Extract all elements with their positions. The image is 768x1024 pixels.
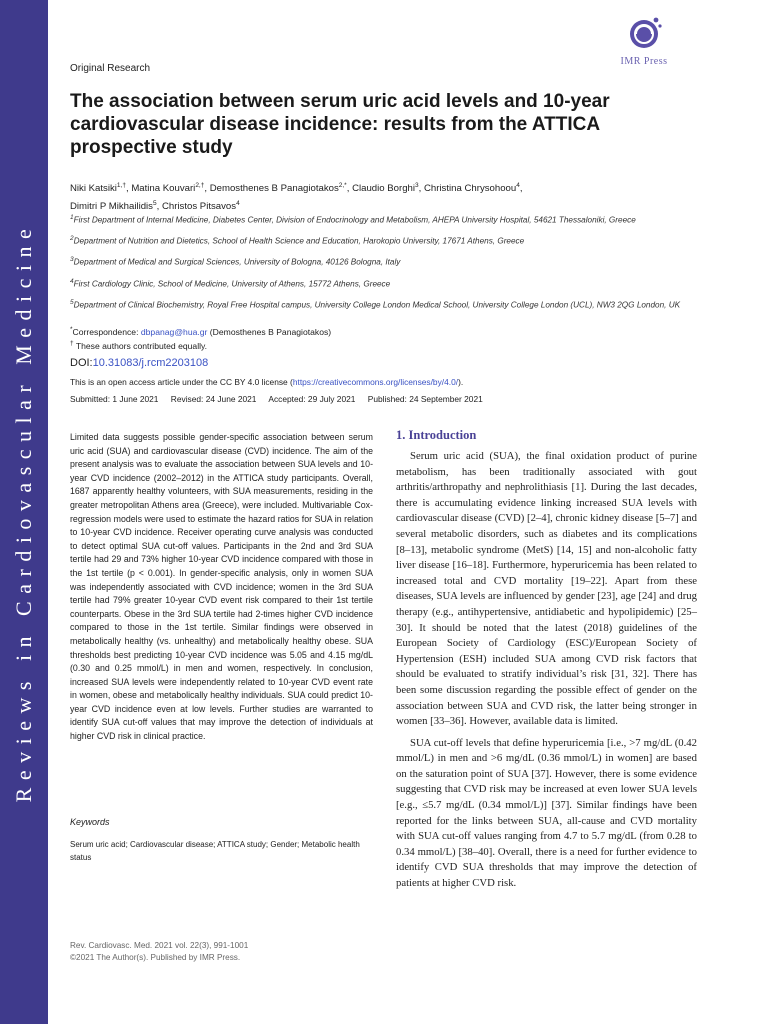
- author-name: Christos Pitsavos: [161, 201, 237, 213]
- author-name: Dimitri P Mikhailidis: [70, 201, 153, 213]
- revised-date: Revised: 24 June 2021: [170, 394, 257, 404]
- author-affiliation-mark: 3: [415, 182, 419, 189]
- affiliation-item: $^4$First Cardiology Clinic, School of Medicine, University of Athens, 15772 Athens, Greece: [70, 277, 391, 289]
- author-affiliation-mark: 5: [152, 200, 157, 208]
- author-name: Christina Chrysohoou: [423, 183, 517, 195]
- correspondence-note: *Correspondence: dbpanag@hua.gr (Demosthenes B Panagiotakos): [70, 326, 332, 337]
- author-name: Matina Kouvari: [131, 183, 196, 195]
- introduction-body: [396, 449, 697, 892]
- journal-sidebar: [0, 0, 48, 1024]
- author-list: Niki Katsiki$^{1,\dagger}$, Matina Kouvari$^{2,\dagger}$, Demosthenes B Panagiotakos$^{2,*}$, Claudio Borghi$^3$, Christina Chrysohoou$^4$, Dimitri P Mikhailidis$^5$, Christos Pitsavos$^4$: [70, 182, 523, 213]
- equal-contribution-note: † These authors contributed equally.: [70, 340, 208, 352]
- author-name: Niki Katsiki: [70, 183, 117, 195]
- imr-press-logo-icon: [626, 12, 662, 52]
- article-title: The association between serum uric acid levels and 10-year cardiovascular disease incidence: results from the ATTICA prospective study: [70, 91, 610, 158]
- affiliation-item: $^3$Department of Medical and Surgical Sciences, University of Bologna, 40126 Bologna, Italy: [70, 256, 401, 268]
- section-heading: 1. Introduction: [396, 428, 477, 442]
- accepted-date: Accepted: 29 July 2021: [268, 394, 356, 404]
- published-date: Published: 24 September 2021: [367, 394, 483, 404]
- license-statement: This is an open access article under the CC BY 4.0 license (https://creativecommons.org/licenses/by/4.0/).: [70, 377, 464, 387]
- author-affiliation-mark: 2,†: [195, 182, 205, 189]
- author-affiliation-mark: 4: [516, 182, 520, 189]
- publisher-logo[interactable]: [619, 12, 669, 68]
- author-affiliation-mark: 1,†: [116, 182, 126, 189]
- abstract-text: Limited data suggests possible gender-specific association between serum uric acid (SUA) and cardiovascular disease (CVD) incidence. The aim of the present analysis was to evaluate the association between SUA levels and 10-year CVD incidence (2002–2012) in the ATTICA study participants. Overall, 1687 apparently healthy volunteers, with SUA measurements, residing in the greater metropolitan Athens area (Greece), were included. Multivariable Cox-regression models were used to estimate the hazard ratios for SUA in relation to 10-year CVD incidence. Receiver operating curve analysis was conducted to detect optimal SUA cut-off values. Participants in the 2nd and 3rd SUA tertile had 29 and 73% higher 10-year CVD incidence compared with those in the 1st tertile (p < 0.001). In gender-specific analysis, only in women SUA was independently associated with CVD incidence; women in the 3rd SUA tertile had 79% greater 10-year CVD event risk compared to their 1st tertile counterparts. Obese in the 3rd SUA tertile had 2-times higher CVD incidence compared to those in the 1st tertile. Similar findings were observed in metabolically healthy (vs. unhealthy) and metabolically healthy obese. SUA thresholds best predicting 10-year CVD incidence was 5.05 and 4.15 mg/dL (0.30 and 0.25 mmol/L) in men and women, respectively. In conclusion, increased SUA levels were independently related to 10-year CVD event rate in women, obese and metabolically healthy individuals. SUA could predict 10-year CVD incidence even at low levels. Further studies are warranted to identify SUA cut-off values that may improve the detection of individuals at higher CVD risk in clinical practice.: [70, 432, 373, 742]
- publication-dates: [70, 394, 493, 404]
- correspondence-email-link[interactable]: dbpanag@hua.gr: [140, 326, 208, 337]
- author-notes: [70, 324, 710, 353]
- author-affiliation-mark: 2,*: [338, 182, 347, 189]
- author-name: Demosthenes B Panagiotakos: [209, 183, 339, 195]
- body-paragraph: SUA cut-off levels that define hyperuricemia [i.e., >7 mg/dL (0.42 mmol/L) in men and >6 mg/dL (0.36 mmol/L) in women] are based on the saturation point of SUA [37]. However, there is some evidence suggesting that CVD risk may be increased at even lower SUA levels [e.g., ≤5.7 mg/dL (0.34 mmol/L)] [37]. Similar findings have been reported for the links between SUA, all-cause and CVD mortality with SUA cut-off values ranging from 4.7 to 5.7 mg/dL (from 0.28 to 0.34 mmol/L) [38–40]. Overall, there is a need for further evidence to identify CVD SUA thresholds that may improve the detection of patients at higher CVD risk.: [396, 736, 697, 890]
- author-name: Claudio Borghi: [352, 183, 415, 195]
- keywords-list: Serum uric acid; Cardiovascular disease; ATTICA study; Gender; Metabolic health status: [70, 840, 360, 862]
- doi-line: [70, 357, 208, 369]
- journal-name: Reviews in Cardiovascular Medicine: [11, 221, 36, 803]
- keywords-heading: Keywords: [70, 817, 110, 827]
- license-link[interactable]: https://creativecommons.org/licenses/by/4.0/: [292, 377, 459, 387]
- author-affiliation-mark: 4: [236, 200, 240, 208]
- publisher-name: IMR Press: [620, 56, 668, 67]
- affiliation-item: $^5$Department of Clinical Biochemistry, Royal Free Hospital campus, University College London Medical School, University College London (UCL), NW3 2QG London, UK: [70, 298, 681, 310]
- doi-label: DOI:: [70, 357, 93, 369]
- article-type: Original Research: [70, 63, 151, 74]
- doi-link[interactable]: 10.31083/j.rcm2203108: [92, 357, 209, 369]
- affiliation-item: $^2$Department of Nutrition and Dietetics, School of Health Science and Education, Harokopio University, 17671 Athens, Greece: [70, 235, 525, 246]
- page-footer: [70, 940, 248, 964]
- body-paragraph: Serum uric acid (SUA), the final oxidation product of purine metabolism, has been traditionally associated with gout arthritis/arthropathy and nephrolithiasis [1]. During the last decades, there is accumulating evidence linking increased SUA levels with cardiovascular disease (CVD) [2–4], chronic kidney disease [5–7] and several metabolic disorders, such as diabetes and its complications [8–13], metabolic syndrome (MetS) [14, 15] and non-alcoholic fatty liver disease [16–18]. Furthermore, hyperuricemia has been related to increased total and CVD mortality [19–22]. Apart from these diseases, SUA levels are influenced by gender [23], age [24] and drug therapy (e.g., antihypertensive, antidiabetic and hypolipidemic) [25–30]. It should be noted that the latest (2018) guidelines of the European Society of Cardiology (ESC)/European Society of Hypertension (ESH) included SUA among CVD risk factors that should be evaluated to stratify individual’s risk [31, 32]. There has been some discussion regarding the possible effect of gender on the association between SUA and CVD risk, the latter being stronger in women [33–36]. However, available data is limited.: [396, 450, 697, 728]
- journal-citation: Rev. Cardiovasc. Med. 2021 vol. 22(3), 991-1001: [70, 941, 249, 950]
- copyright-notice: ©2021 The Author(s). Published by IMR Press.: [70, 953, 241, 962]
- submitted-date: Submitted: 1 June 2021: [70, 394, 159, 404]
- affiliation-item: $^1$First Department of Internal Medicine, Diabetes Center, Division of Endocrinology and Metabolism, AHEPA University Hospital, 54621 Thessaloniki, Greece: [70, 214, 636, 225]
- affiliation-list: [70, 212, 710, 318]
